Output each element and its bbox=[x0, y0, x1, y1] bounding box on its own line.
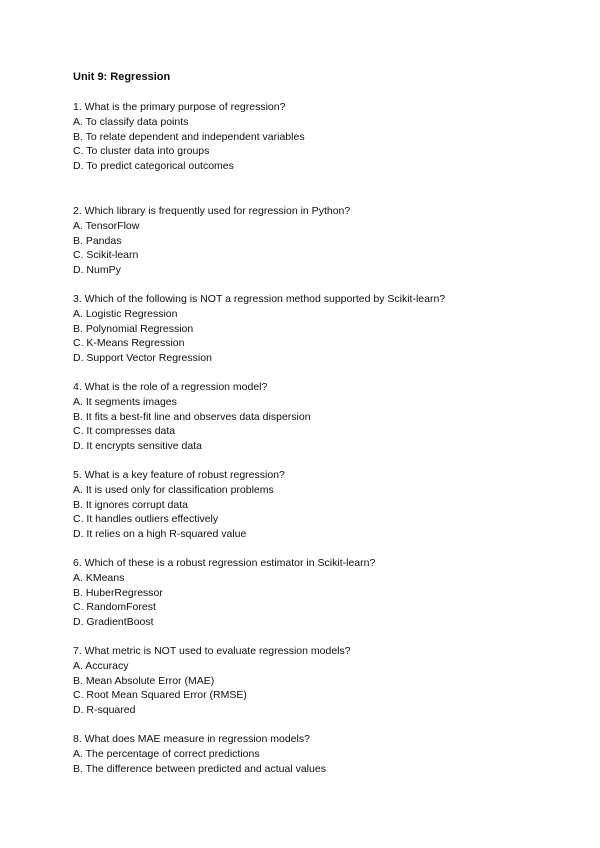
answer-option: C. RandomForest bbox=[73, 601, 156, 614]
answer-option: B. It ignores corrupt data bbox=[73, 498, 188, 511]
answer-option: C. To cluster data into groups bbox=[73, 145, 210, 158]
page-title: Unit 9: Regression bbox=[73, 71, 171, 83]
question-block bbox=[73, 380, 311, 454]
answer-option: B. Mean Absolute Error (MAE) bbox=[73, 674, 215, 687]
answer-option: D. Support Vector Regression bbox=[73, 352, 212, 365]
answer-option: A. To classify data points bbox=[73, 115, 189, 128]
question-text: 5. What is a key feature of robust regression? bbox=[73, 469, 285, 481]
answer-option: B. Polynomial Regression bbox=[73, 322, 194, 335]
answer-option: B. Pandas bbox=[73, 234, 122, 247]
answer-option: A. Accuracy bbox=[73, 659, 129, 672]
answer-option: B. HuberRegressor bbox=[73, 586, 163, 599]
answer-option: C. It handles outliers effectively bbox=[73, 513, 219, 526]
answer-option: D. It relies on a high R-squared value bbox=[73, 528, 247, 541]
answer-option: A. It segments images bbox=[73, 395, 177, 408]
question-text: 8. What does MAE measure in regression models? bbox=[73, 733, 310, 745]
question-text: 2. Which library is frequently used for regression in Python? bbox=[73, 205, 351, 217]
question-text: 7. What metric is NOT used to evaluate regression models? bbox=[73, 645, 351, 657]
answer-option: A. TensorFlow bbox=[73, 219, 140, 232]
question-block bbox=[73, 292, 445, 366]
answer-option: C. K-Means Regression bbox=[73, 337, 185, 350]
question-block bbox=[73, 204, 350, 278]
question-text: 6. Which of these is a robust regression estimator in Scikit-learn? bbox=[73, 557, 376, 569]
answer-option: D. NumPy bbox=[73, 264, 121, 277]
question-block bbox=[73, 644, 351, 718]
answer-option: B. The difference between predicted and actual values bbox=[73, 762, 326, 775]
question-text: 1. What is the primary purpose of regression? bbox=[73, 101, 286, 113]
answer-option: D. It encrypts sensitive data bbox=[73, 440, 202, 453]
answer-option: A. Logistic Regression bbox=[73, 307, 178, 320]
answer-option: A. KMeans bbox=[73, 571, 125, 584]
question-text: 3. Which of the following is NOT a regression method supported by Scikit-learn? bbox=[73, 293, 446, 305]
answer-option: D. To predict categorical outcomes bbox=[73, 160, 234, 173]
answer-option: D. GradientBoost bbox=[73, 616, 154, 629]
question-text: 4. What is the role of a regression model? bbox=[73, 381, 268, 393]
question-block bbox=[73, 732, 326, 776]
answer-option: A. It is used only for classification problems bbox=[73, 483, 274, 496]
answer-option: C. Scikit-learn bbox=[73, 249, 139, 262]
answer-option: C. Root Mean Squared Error (RMSE) bbox=[73, 689, 247, 702]
answer-option: C. It compresses data bbox=[73, 425, 176, 438]
answer-option: B. To relate dependent and independent variables bbox=[73, 130, 305, 143]
answer-option: D. R-squared bbox=[73, 704, 136, 717]
answer-option: B. It fits a best-fit line and observes data dispersion bbox=[73, 410, 311, 423]
answer-option: A. The percentage of correct predictions bbox=[73, 747, 260, 760]
question-block bbox=[73, 100, 305, 174]
question-block bbox=[73, 556, 375, 630]
question-block bbox=[73, 468, 285, 542]
